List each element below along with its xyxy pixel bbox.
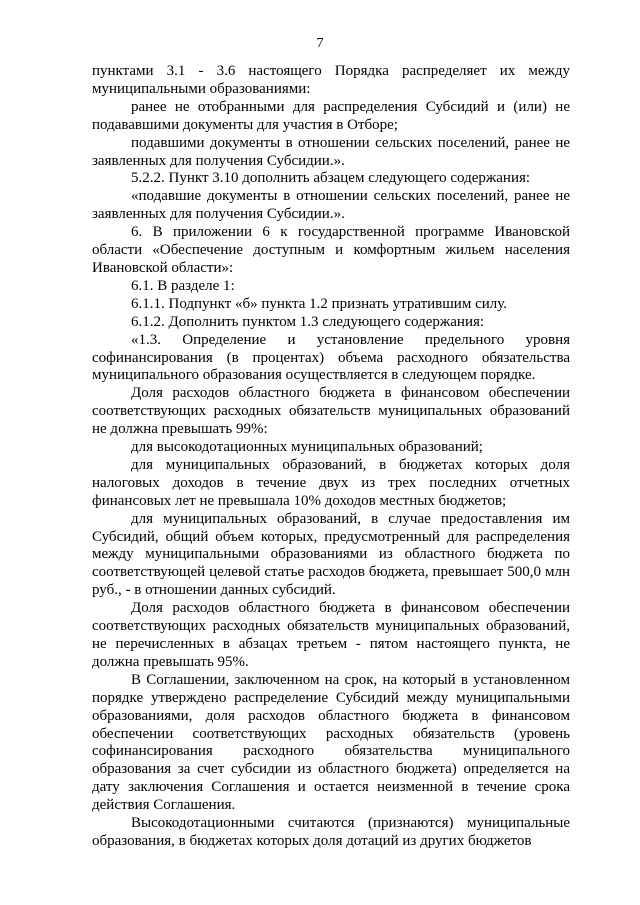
paragraph: 6. В приложении 6 к государственной программе Ивановской области «Обеспечение доступным и комфортным жильем населения Ивановской области»: (92, 224, 570, 276)
paragraph: Высокодотационными считаются (признаются) муниципальные образования, в бюджетах которых доля дотаций из других бюджетов (92, 815, 570, 849)
paragraph: 6.1.2. Дополнить пунктом 1.3 следующего содержания: (131, 313, 485, 330)
paragraph: 6.1. В разделе 1: (131, 277, 235, 294)
paragraph: «1.3. Определение и установление предельного уровня софинансирования (в процентах) объема расходного обязательства муниципального образования осуществляется в следующем порядке. (92, 331, 570, 384)
paragraph: Доля расходов областного бюджета в финансовом обеспечении соответствующих расходных обязательств муниципальных образований, не перечисленных в абзацах третьем - пятом настоящего пункта, не должна превышать 95%. (92, 600, 570, 670)
paragraph: 5.2.2. Пункт 3.10 дополнить абзацем следующего содержания: (131, 170, 531, 187)
paragraph: для высокодотационных муниципальных образований; (131, 439, 483, 456)
paragraph: «подавшие документы в отношении сельских поселений, ранее не заявленных для получения Субсидии.». (92, 188, 570, 223)
page-number: 7 (316, 36, 324, 51)
paragraph: ранее не отобранными для распределения Субсидий и (или) не подававшими документы для участия в Отборе; (92, 98, 570, 133)
document-body (92, 63, 570, 851)
paragraph: Доля расходов областного бюджета в финансовом обеспечении соответствующих расходных обязательств муниципальных образований не должна превышать 99%: (92, 385, 570, 438)
paragraph: 6.1.1. Подпункт «б» пункта 1.2 признать утратившим силу. (131, 295, 507, 312)
paragraph: В Соглашении, заключенном на срок, на который в установленном порядке утверждено распределение Субсидий между муниципальными образованиями, доля расходов областного бюджета в финансовом обеспечении соответствующих расходных обязательств (уровень софинансирования расходного обязательства муниципального образования за счет субсидии из областного бюджета) определяется на дату заключения Соглашения и остается неизменной в течение срока действия Соглашения. (92, 671, 570, 814)
paragraph: подавшими документы в отношении сельских поселений, ранее не заявленных для получения Субсидии.». (92, 134, 570, 169)
paragraph: для муниципальных образований, в бюджетах которых доля налоговых доходов в течение двух из трех последних отчетных финансовых лет не превышала 10% доходов местных бюджетов; (92, 456, 570, 509)
paragraph: пунктами 3.1 - 3.6 настоящего Порядка распределяет их между муниципальными образованиями: (92, 63, 570, 97)
paragraph: для муниципальных образований, в случае предоставления им Субсидий, общий объем которых, предусмотренный для распределения между муниципальными образованиями из областного бюджета по соответствующей целевой статье расходов бюджета, превышает 500,0 млн руб., - в отношении данных субсидий. (92, 510, 570, 599)
